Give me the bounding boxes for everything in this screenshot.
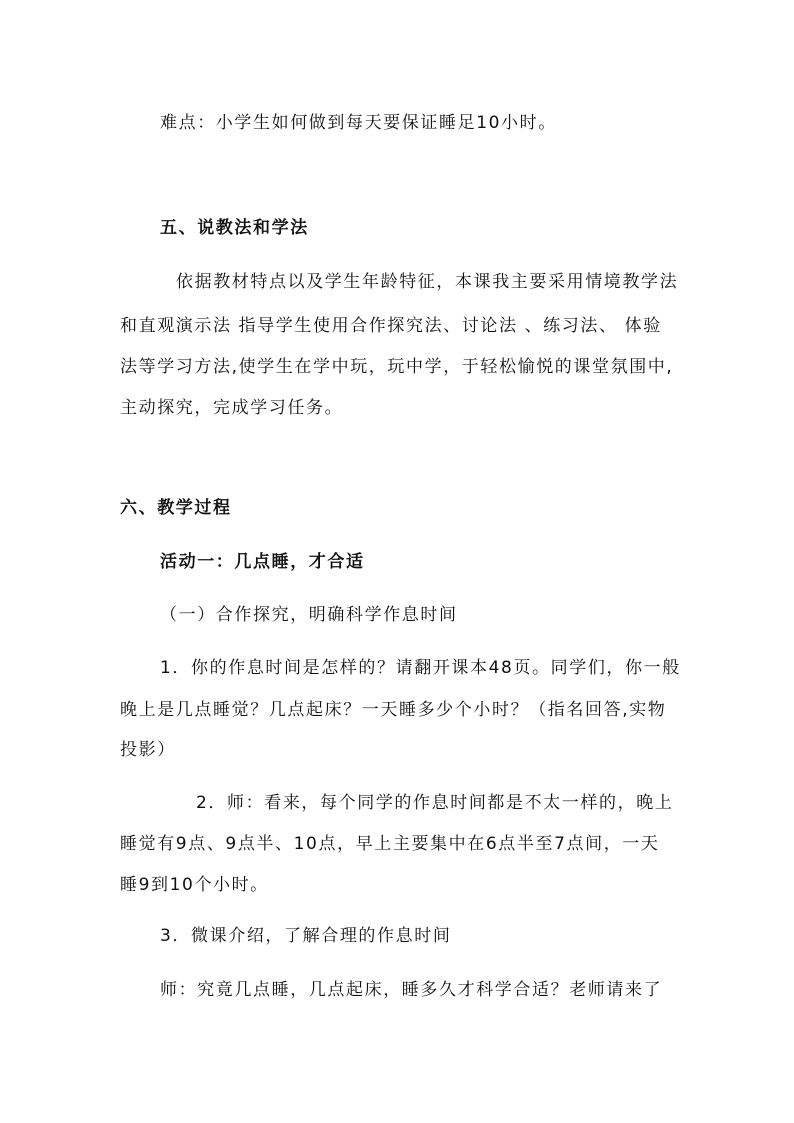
item-one-line: 晚上是几点睡觉？几点起床？一天睡多少个小时？（指名回答,实物 xyxy=(120,700,667,720)
section-six-heading: 六、教学过程 xyxy=(120,498,232,518)
section-five-paragraph-line: 主动探究，完成学习任务。 xyxy=(120,398,344,418)
item-one-line: 投影） xyxy=(120,740,176,760)
difficulty-point: 难点：小学生如何做到每天要保证睡足10小时。 xyxy=(160,113,557,133)
section-five-paragraph-line: 法等学习方法,使学生在学中玩，玩中学，于轻松愉悦的课堂氛围中, xyxy=(120,357,674,377)
item-two-line: 2．师：看来，每个同学的作息时间都是不太一样的，晚上 xyxy=(196,793,674,813)
item-three-line: 3．微课介绍，了解合理的作息时间 xyxy=(160,926,452,946)
teacher-remark-line: 师：究竟几点睡，几点起床，睡多久才科学合适？老师请来了 xyxy=(160,980,663,1000)
item-one-line: 1．你的作息时间是怎样的？请翻开课本48页。同学们，你一般 xyxy=(160,658,681,678)
section-five-paragraph-line: 依据教材特点以及学生年龄特征，本课我主要采用情境教学法 xyxy=(176,272,679,292)
activity-one-title: 活动一：几点睡，才合适 xyxy=(160,552,365,572)
item-two-line: 睡觉有9点、9点半、10点，早上主要集中在6点半至7点间，一天 xyxy=(120,834,660,854)
section-five-heading: 五、说教法和学法 xyxy=(160,218,309,238)
section-five-paragraph-line: 和直观演示法 指导学生使用合作探究法、讨论法 、练习法、 体验 xyxy=(120,316,662,336)
subsection-one-title: （一）合作探究，明确科学作息时间 xyxy=(160,605,458,625)
item-two-line: 睡9到10个小时。 xyxy=(120,875,269,895)
